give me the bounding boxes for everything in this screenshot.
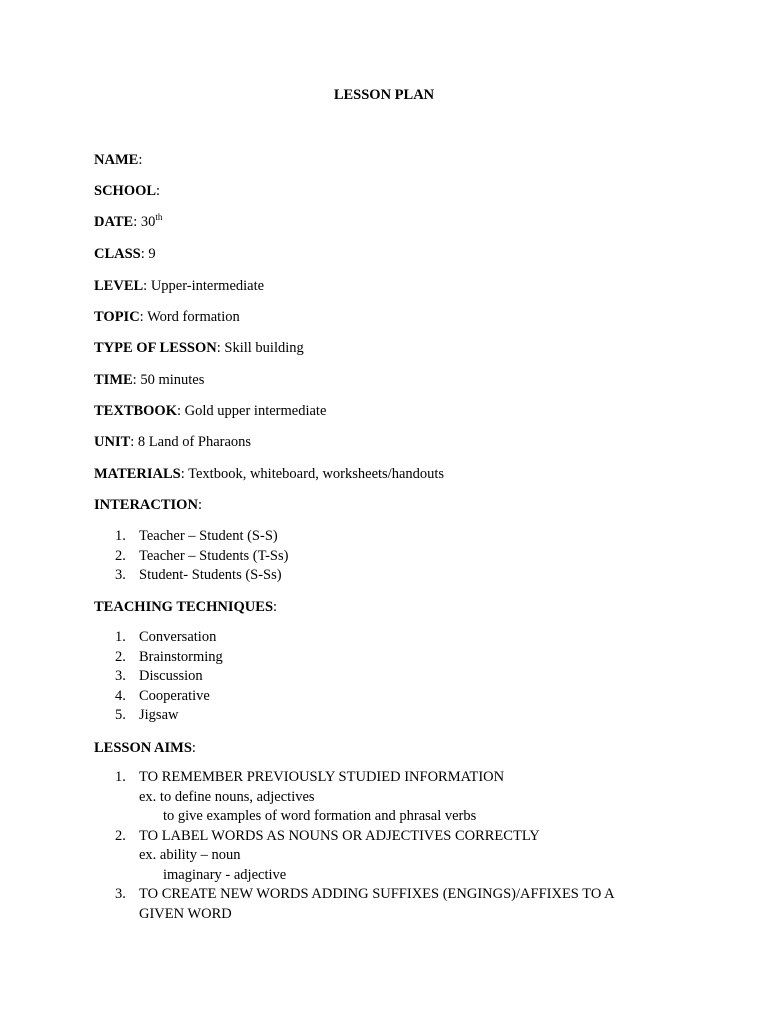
example-line: ex. ability – noun <box>139 847 241 863</box>
list-text: TO LABEL WORDS AS NOUNS OR ADJECTIVES CORRECTLY <box>139 827 540 844</box>
section-interaction-heading: INTERACTION: <box>94 497 202 513</box>
list-number: 5. <box>115 707 126 723</box>
field-level: LEVEL: Upper-intermediate <box>94 278 265 294</box>
list-number: 1. <box>115 629 126 645</box>
list-number: 2. <box>115 547 126 564</box>
list-text: Conversation <box>139 629 217 645</box>
aims-list <box>115 768 615 924</box>
list-text: TO REMEMBER PREVIOUSLY STUDIED INFORMATION <box>139 769 505 785</box>
interaction-list <box>115 527 288 586</box>
field-label: TEACHING TECHNIQUES <box>94 599 274 615</box>
field-value: 9 <box>148 246 156 262</box>
field-topic: TOPIC: Word formation <box>94 309 240 325</box>
field-value: 30 <box>140 214 156 230</box>
list-item <box>115 687 223 707</box>
techniques-list <box>115 628 223 726</box>
list-number: 3. <box>115 886 126 902</box>
date-suffix: th <box>155 212 163 223</box>
field-value: Word formation <box>147 309 240 325</box>
list-item <box>115 827 615 886</box>
field-label: LESSON AIMS <box>94 740 192 756</box>
list-item <box>115 566 288 586</box>
example-line: imaginary - adjective <box>163 866 287 883</box>
field-value: Upper-intermediate <box>150 278 265 294</box>
field-textbook: TEXTBOOK: Gold upper intermediate <box>94 403 327 419</box>
list-item <box>115 768 615 827</box>
field-label: UNIT <box>94 434 131 450</box>
list-number: 1. <box>115 528 126 544</box>
list-text: TO CREATE NEW WORDS ADDING SUFFIXES (ENGINGS)/AFFIXES TO A <box>139 886 615 902</box>
list-text: Discussion <box>139 668 203 684</box>
list-item <box>115 667 223 687</box>
field-label: MATERIALS <box>94 466 181 482</box>
field-school: SCHOOL: <box>94 183 161 199</box>
field-label: CLASS <box>94 246 141 262</box>
list-number: 1. <box>115 769 126 785</box>
section-techniques-heading: TEACHING TECHNIQUES: <box>94 599 278 615</box>
field-value: Skill building <box>224 340 304 356</box>
list-item <box>115 706 223 726</box>
list-text: Brainstorming <box>139 648 223 665</box>
example-line: ex. to define nouns, adjectives <box>139 788 315 805</box>
list-text: Jigsaw <box>139 707 179 723</box>
list-number: 3. <box>115 567 126 583</box>
list-item <box>115 527 288 547</box>
list-number: 2. <box>115 648 126 665</box>
continuation-line: GIVEN WORD <box>139 905 232 922</box>
field-unit: UNIT: 8 Land of Pharaons <box>94 434 252 450</box>
list-text: Student- Students (S-Ss) <box>139 567 282 583</box>
list-text: Cooperative <box>139 687 210 704</box>
list-item <box>115 885 615 924</box>
field-date: DATE: 30th <box>94 212 163 230</box>
field-label: SCHOOL <box>94 183 157 199</box>
field-value: Gold upper intermediate <box>184 403 327 419</box>
example-line: to give examples of word formation and phrasal verbs <box>163 808 477 824</box>
field-name: NAME: <box>94 152 143 168</box>
field-type-of-lesson: TYPE OF LESSON: Skill building <box>94 340 304 356</box>
field-materials: MATERIALS: Textbook, whiteboard, worksheets/handouts <box>94 466 445 482</box>
field-value: Textbook, whiteboard, worksheets/handouts <box>188 466 445 482</box>
list-item <box>115 628 223 648</box>
list-item <box>115 547 288 567</box>
list-number: 2. <box>115 827 126 844</box>
list-number: 3. <box>115 668 126 684</box>
field-label: TYPE OF LESSON <box>94 340 217 356</box>
field-time: TIME: 50 minutes <box>94 372 205 388</box>
field-label: TOPIC <box>94 309 140 325</box>
list-number: 4. <box>115 687 126 704</box>
field-label: NAME <box>94 152 139 168</box>
list-text: Teacher – Student (S-S) <box>139 528 278 544</box>
list-item <box>115 648 223 668</box>
list-text: Teacher – Students (T-Ss) <box>139 547 289 564</box>
page-title: LESSON PLAN <box>333 87 435 103</box>
field-value: 50 minutes <box>140 372 205 388</box>
field-label: DATE <box>94 214 134 230</box>
section-aims-heading: LESSON AIMS: <box>94 740 196 756</box>
field-label: TIME <box>94 372 133 388</box>
field-label: LEVEL <box>94 278 144 294</box>
field-label: INTERACTION <box>94 497 198 513</box>
field-label: TEXTBOOK <box>94 403 177 419</box>
field-class: CLASS: 9 <box>94 246 156 262</box>
field-value: 8 Land of Pharaons <box>137 434 252 450</box>
